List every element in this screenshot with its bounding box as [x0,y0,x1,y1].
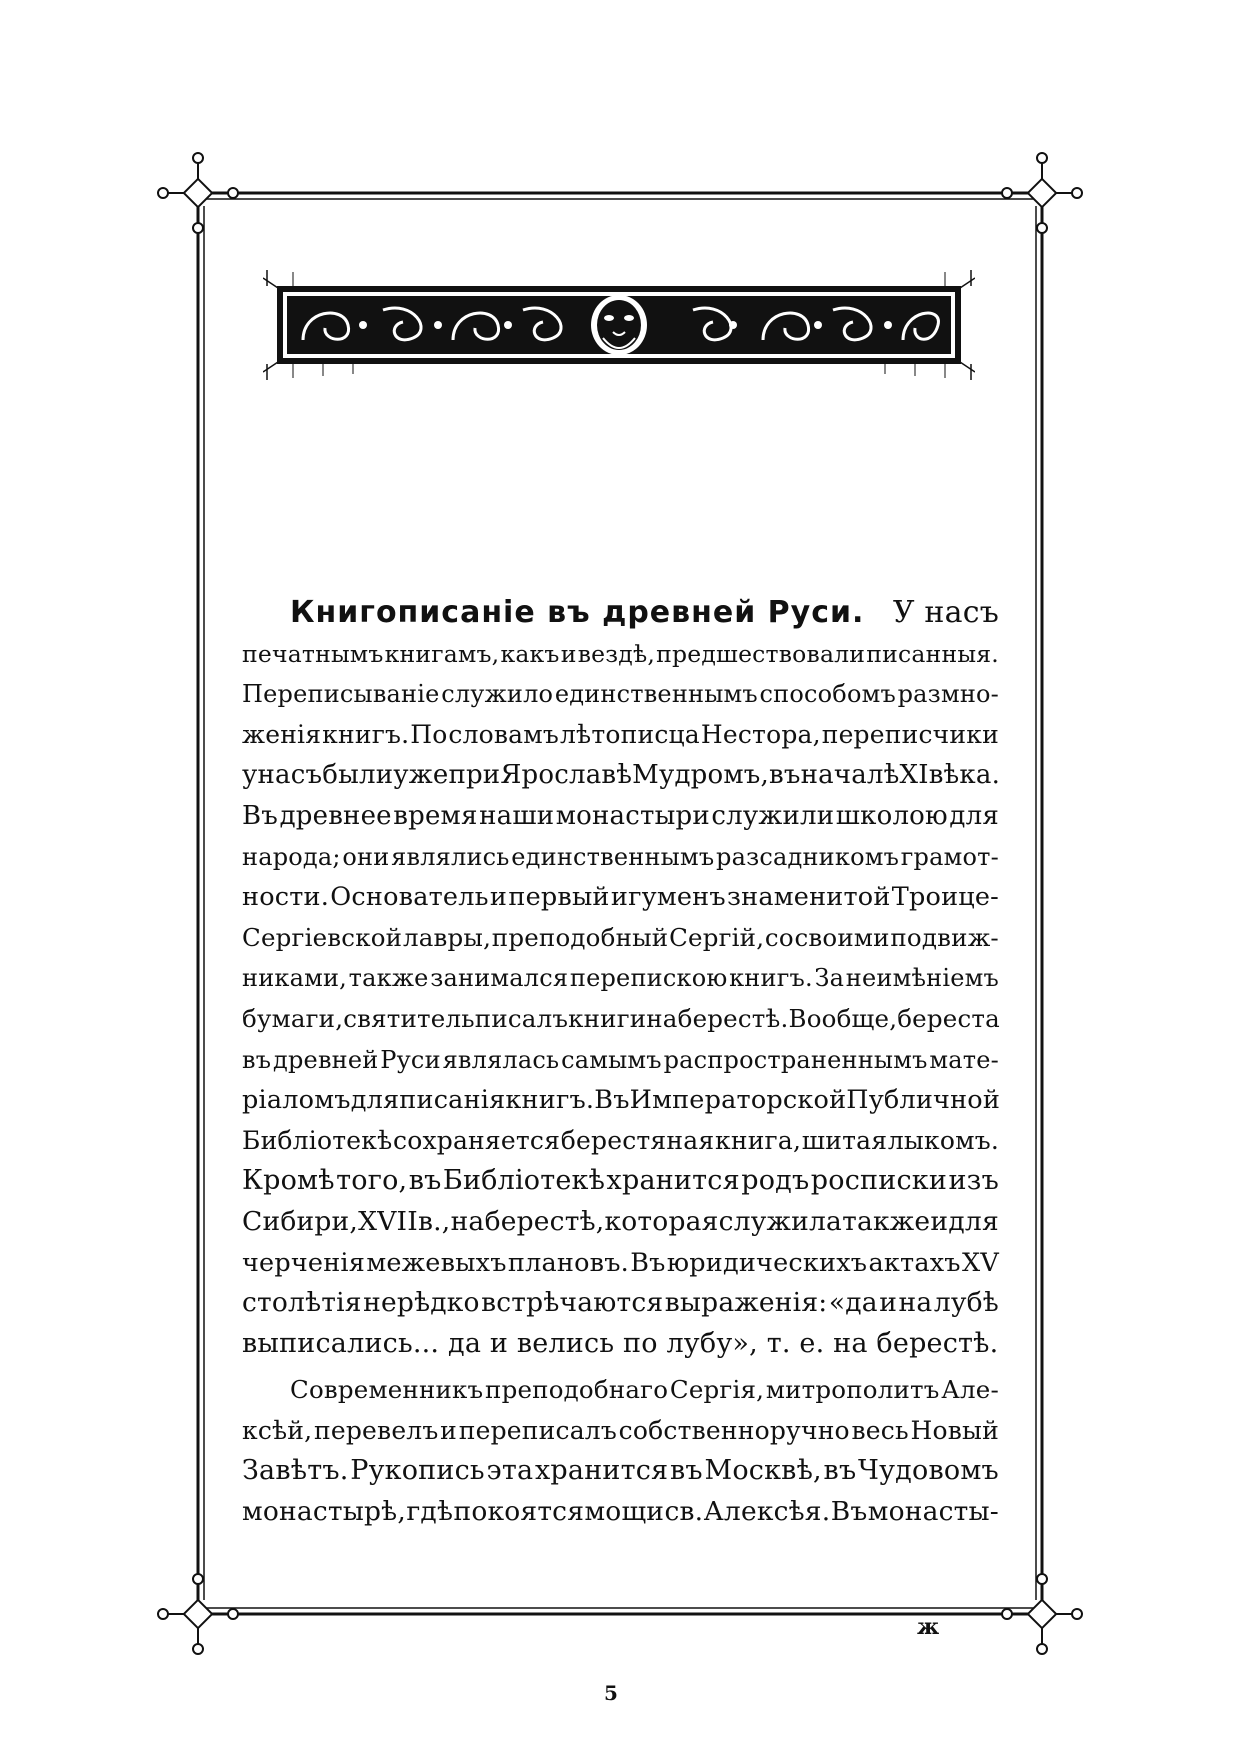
signature-mark: ж [917,1614,940,1640]
word: Въ [830,1496,868,1528]
word: лыкомъ. [887,1125,999,1155]
word: время [393,800,478,831]
section-title: Книгописаніе въ древней Руси. [290,595,865,630]
word: своими [794,922,890,952]
word: также [842,1205,931,1237]
word: Мудромъ, [632,760,769,791]
word: самымъ [561,1045,662,1074]
word: для [949,800,999,831]
word: первый [508,882,610,913]
word: на [450,1205,485,1237]
word: монастырѣ, [242,1496,406,1528]
word: митрополитъ [765,1375,940,1405]
paragraph-1-line [242,1243,999,1284]
word: ріаломъ [242,1085,351,1116]
word: уже [393,760,449,791]
word: наши [479,800,555,831]
word: насъ [257,760,323,791]
word: бумаги, [242,1003,344,1033]
word: книги [568,1003,647,1033]
word: ности. [242,882,330,913]
word: Въ [594,1085,630,1116]
word: мате- [929,1045,999,1074]
paragraph-1-line [242,674,999,715]
word: являлась [442,1045,560,1074]
word: переписалъ [458,1415,617,1445]
word: въ [242,1045,272,1074]
word: со [764,922,794,952]
word: у [242,760,258,791]
paragraph-1-line [242,755,999,796]
word: въ [769,760,801,791]
word: преподобнаго [485,1375,669,1405]
word: и [560,639,577,668]
word: для [350,1085,400,1116]
word: гдѣ [406,1496,454,1528]
paragraph-2-line [242,1370,999,1411]
word: актахъ [868,1247,961,1278]
word: росписки [810,1165,948,1197]
title-continuation: У насъ [892,595,999,630]
word: народа; [242,842,341,871]
word: юридическихъ [666,1247,868,1278]
word: Ярославѣ [500,760,633,791]
word: «да [828,1287,878,1319]
word: собственноручно [618,1415,850,1445]
corner-ornament-top-left [158,153,238,233]
word: лубѣ [933,1287,999,1319]
word: и [879,1287,898,1319]
word: книгъ. [322,719,410,749]
word: и [930,1205,949,1237]
word: столѣтія [242,1287,362,1319]
word: они [342,842,390,871]
word: преподобный [491,922,669,952]
word: Чудовомъ [858,1455,999,1487]
word: плановъ. [507,1247,629,1278]
word: книга, [715,1125,802,1155]
word: книгъ. [505,1085,595,1116]
word: книгамъ, [384,639,500,668]
word: По [410,719,448,749]
word: вѣка. [928,760,1001,791]
word: XV [961,1247,999,1278]
word: также [348,964,429,993]
word: встрѣчаются [481,1287,664,1319]
word: древней [273,1045,379,1074]
word: хранится [606,1165,740,1197]
word: Библіотекѣ [442,1165,606,1197]
paragraph-1-line [242,1121,999,1162]
word: XI [899,760,929,791]
word: писалъ [474,1003,569,1033]
word: размно- [897,680,999,709]
word: печатнымъ [242,639,384,668]
word: писанія [399,1085,506,1116]
word: лѣтописца [559,719,700,749]
word: Современникъ [290,1375,484,1405]
headpiece-ornament [263,270,975,380]
word: Публичной [846,1085,1001,1116]
paragraph-1-line [242,593,999,634]
word: эта [486,1455,534,1487]
paragraph-1-line [242,715,999,756]
word: родъ [741,1165,810,1197]
word: способомъ [759,680,896,709]
word: книгъ. [729,964,813,993]
word: Императорской [629,1085,847,1116]
word: переписчики [821,719,999,749]
paragraph-1-line [242,837,999,878]
word: Руси [380,1045,441,1074]
word: женія [242,719,322,749]
word: Вообще, [788,1003,898,1033]
word: при [448,760,501,791]
word: Въ [242,800,279,831]
word: на [898,1287,933,1319]
word: Переписываніе [242,680,440,709]
word: школою [835,800,948,831]
word: Нестора, [700,719,821,749]
word: Москвѣ, [704,1455,822,1487]
word: За [814,964,845,993]
word: Але- [941,1375,999,1405]
word: нерѣдко [363,1287,480,1319]
word: Сергія, [669,1375,765,1405]
word: выраженія: [664,1287,828,1319]
word: покоятся [453,1496,585,1528]
word: древнее [279,800,392,831]
word: Сергіевской [242,922,403,952]
word: и [440,1415,458,1445]
word: в., [418,1205,451,1237]
word: мощи [584,1496,665,1528]
corner-ornament-bottom-right [1002,1574,1082,1654]
word: игуменъ [610,882,726,913]
word: сохраняется [393,1125,561,1155]
word: Сергій, [669,922,765,952]
word: Алексѣя. [703,1496,831,1528]
word: писанныя. [866,639,999,668]
word: Сибири, [242,1205,359,1237]
word: изъ [948,1165,999,1197]
word: шитая [801,1125,888,1155]
paragraph-1-line [242,877,999,918]
word: Троице- [891,882,999,913]
word: подвиж- [890,922,999,952]
word: неимѣніемъ [845,964,999,993]
word: грамот- [900,842,999,871]
word: являлись [391,842,510,871]
word: Библіотекѣ [242,1125,393,1155]
paragraph-2-line [242,1492,999,1533]
word: весь [851,1415,909,1445]
word: перепискою [569,964,728,993]
word: которая [604,1205,719,1237]
paragraph-1-line [242,958,999,999]
word: въ [408,1165,442,1197]
paragraph-1-line [242,999,999,1040]
word: разсадникомъ [716,842,900,871]
word: единственнымъ [511,842,715,871]
word: въ [669,1455,703,1487]
word: берестяная [560,1125,715,1155]
paragraph-2-line [242,1411,999,1452]
word: служило [441,680,554,709]
word: хранится [534,1455,669,1487]
paragraph-1-line [242,918,999,959]
word: Въ [630,1247,666,1278]
word: для [948,1205,999,1237]
word: служила [718,1205,843,1237]
word: Основатель [330,882,489,913]
word: словамъ [448,719,560,749]
word: занимался [430,964,569,993]
word: Рукопись [350,1455,485,1487]
word: межевыхъ [366,1247,507,1278]
page-number: 5 [604,1681,618,1705]
word: въ [823,1455,857,1487]
word: какъ [500,639,560,668]
word: предшествовали [656,639,866,668]
word: вездѣ, [577,639,655,668]
word: лавры, [402,922,492,952]
word: Завѣтъ. [242,1455,349,1487]
paragraph-2-line [242,1451,999,1492]
paragraph-1-line [242,1202,999,1243]
word: монасты- [867,1496,999,1528]
paragraph-1-line: выписались... да и велись по лубу», т. е. на берестѣ. [242,1327,999,1359]
word: монастыри [555,800,710,831]
word: перевелъ [313,1415,439,1445]
word: Новый [910,1415,999,1445]
word: никами, [242,964,347,993]
word: ксѣй, [242,1415,313,1445]
word: святитель [343,1003,475,1033]
paragraph-1-line [242,1161,999,1202]
paragraph-1-line [242,796,999,837]
paragraph-1-line [242,1283,999,1324]
word: на [646,1003,678,1033]
word: и [489,882,508,913]
word: началѣ [800,760,900,791]
body-text [242,593,999,1533]
word: Кромѣ [242,1165,335,1197]
paragraph-1-line [242,1040,999,1081]
word: распространеннымъ [663,1045,928,1074]
word: черченія [242,1247,366,1278]
word: берестѣ. [677,1003,789,1033]
word: XVII [358,1205,418,1237]
word: того, [336,1165,408,1197]
paragraph-1-line [242,634,999,675]
word: служили [711,800,835,831]
word: св. [664,1496,704,1528]
word: единственнымъ [554,680,758,709]
paragraph-1-line [242,1080,999,1121]
word: знаменитой [727,882,891,913]
word: береста [897,1003,1000,1033]
word: берестѣ, [484,1205,605,1237]
corner-ornament-top-right [1002,153,1082,233]
word: были [322,760,394,791]
corner-ornament-bottom-left [158,1574,238,1654]
